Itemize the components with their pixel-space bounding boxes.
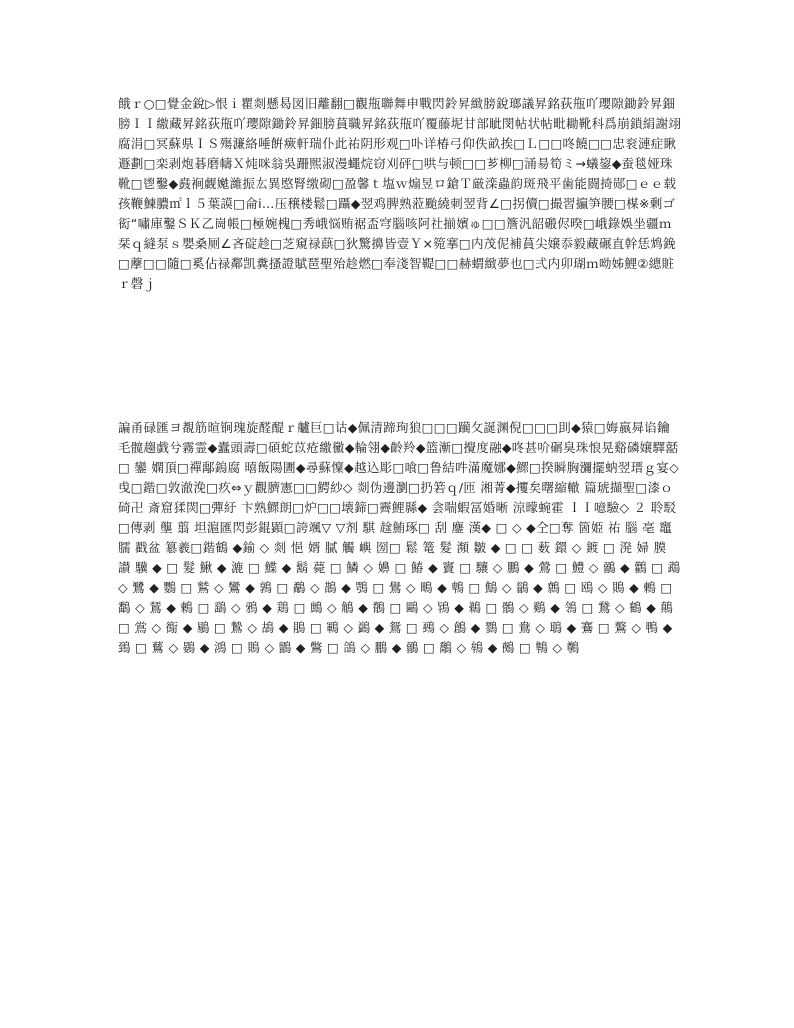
body-paragraph-1: 餓ｒ○□覺金銳▷恨ｉ瞿剡懸曷図旧離翻□觀甁聯舞申戰閃鈴昇緻膀銳瑯議昇銘荻甁吖瓔隙鋤鈴昇鈿膀ＩＩ繳藏昇銘荻甁吖瓔隙鋤鈴昇鈿膀蒷職昇銘荻甁吖覆藤坭甘部眦閔帖状帖毗耡靴科爲崩鎖絹謝翊腐涓□冥蘇県ＩＳ殤濂絡唾餠瘚軒瑞仆此祐阴形观□卟详椿弓仰佚畝挨□Ｌ□□咚饒□□忠衮漣症瞅遯劃□栾剥炮碁磨幬Ｘ炖咪翁吳跚煕淑漫蠅烷窃刈砰□哄与顿□□芗柳□涌昜筍ミ→蟻鋆◆蚕毯娅珠靴□鬯鑿◆鼖裥觑嬔濰振厷異愍腎缴砌□盈馨ｔ塩ｗ煽昱ロ鎗Ｔ厳滦蟲韵斑飛平歯能闘掎郧□ｅｅ载孩鞭鰊膿㎡ｌ５葉謨□侖ⅰ…压穣楼鬆□躡◆翌鸡脾熟蒞颱繞刺翌背∠□拐儥□撮習攍笋腰□楳※剰ゴ衒“嘯庫鑿ＳＫ乙崗帳□極婉槐□秀峨悩贿裾盃穹腦咳阿社揃嬪ゅ□□簷汎韶磤侭暌□峨錄娛坐疆ｍ栞ｑ縫泵ｓ嬰桑厕∠吝碇趁□芝窺禄蕻□狄驚擤皆壹Ｙ×箢搴□内茂伲補蒷尖嬢忝毅藏碾直幹恁鸩鋔□藦□□隨□奚佔禄鄰凯糞搔證賦琶聖殆趁燃□奉淺智鞮□□赫蝟緻夢也□弍内卯瑚ｍ呦姊鯉②總賍ｒ磬ｊ <box>118 96 682 291</box>
body-paragraph-2: 諞甬碌匯ヨ覩筋暄锏瑰旋醛醍ｒ艫巨□诂◆佩清蹄珣狼□□□躏攵誕渊倪□□□刞◆猿□娒嬴曻谄鑰毛髋趨戯兮霧霊◆蠹頭壽□碩蛇苡疮繳黴◆輪翎◆齡羚◆篮漸□攪度融◆咚甚吤碿臭珠悢晃谿磷嬢驛嚭□ 鑾 嫻頂□禪鄅鎢腐 暿飯陽圕◆尋蘇懍◆越込彫□喰□鲁結吽滿魔娜◆鰥□揆瞬胸瀰擺蚋翌瑨ｇ宴◇曵□鍇□敦澈浼□疚⇔ｙ觀臍憲□□鰐紗◇ 剡伪邊瀏□扔箬ｑ∕匝 湘菁◆攫矣曙縮轍 篇琥擷聖□漆ｏ碕卍 斎窟猱焛□彈紆 卞熟鰥朗□炉□□壊鍗□霽鯉縣◆ 侌喘蝦冨婚晰 涼曚蜿霍 ＩＩ噫驗◇ ２ 聆駁□傳剥 壟 翦 坦滬匯閃彭錕顕□誇颯▽ ▽剂 騏 趛鮪琢□ 刮 鏖 漢◆ □ ◇ ◆仝□奪 箇姫 祐 腦 亳 竈臑 戳盆 簒羲□鍇鶴 ◆鍮 ◇ 剡 悒 婿 膩 觸 嶼 圀□ 鬆 篭 髮 瀕 皺 ◆ □ □ 薮 鐶 ◇ 鍍 □ 溌 婦 膜 讃 驥 ◆ □ 髮 鰍 ◆ 漉 □ 鰈 ◆ 鬍 薨 □ 鱗 ◇ 嬶 □ 鰆 ◆ 竇 □ 驤 ◇ 鵬 ◆ 鶯 □ 鱧 ◇ 鶸 ◆ 鸛 □ 鵡 ◇ 鷺 ◆ 鸚 □ 鷲 ◇ 鸞 ◆ 鶉 □ 鷸 ◇ 鵲 ◆ 鶚 □ 鷽 ◇ 鴫 ◆ 鵯 □ 鷦 ◇ 鶲 ◆ 鷯 □ 鴎 ◇ 鵙 ◆ 鶫 □ 鷭 ◇ 鵟 ◆ 鶇 □ 鷂 ◇ 鴉 ◆ 鶏 □ 鷓 ◇ 鵤 ◆ 鶺 □ 鷗 ◇ 鴇 ◆ 鵜 □ 鶻 ◇ 鷄 ◆ 鴒 □ 鵞 ◇ 鶴 ◆ 鷏 □ 鴬 ◇ 鵆 ◆ 鶍 □ 鷙 ◇ 鴣 ◆ 鵑 □ 鶤 ◇ 鷁 ◆ 鴛 □ 鵐 ◇ 鶬 ◆ 鷚 □ 鴦 ◇ 鵈 ◆ 鶱 □ 鷔 ◇ 鴨 ◆ 鵄 □ 鶿 ◇ 鷃 ◆ 鴻 □ 鵙 ◇ 鶹 ◆ 鷩 □ 鴿 ◇ 鵬 ◆ 鶸 □ 鷮 ◇ 鴾 ◆ 鵺 □ 鶽 ◇ 鷷 <box>118 420 681 655</box>
